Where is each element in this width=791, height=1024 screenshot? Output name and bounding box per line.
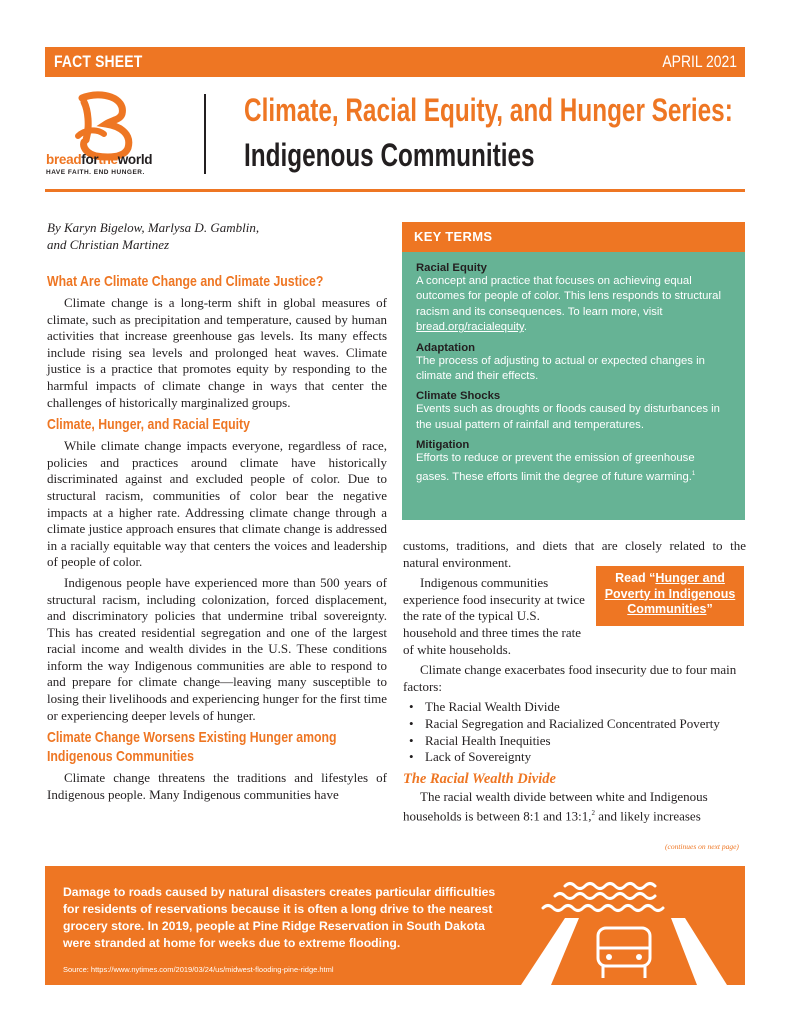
header-rule	[45, 189, 745, 192]
left-column	[47, 272, 387, 803]
fact-sheet-banner	[45, 47, 745, 77]
term-climate-shocks: Climate Shocks	[416, 390, 501, 403]
paragraph: Climate change threatens the traditions and lifestyles of Indigenous people. Many Indigenous communities have	[47, 770, 387, 802]
list-item: • Racial Health Inequities	[407, 733, 746, 750]
list-item: • Racial Segregation and Racialized Concentrated Poverty	[407, 716, 746, 733]
page-title-line2: Indigenous Communities	[244, 137, 535, 173]
heading-climate-hunger-equity: Climate, Hunger, and Racial Equity	[47, 416, 251, 434]
logo-wordmark: breadfortheworld	[46, 152, 153, 167]
definition: Events such as droughts or floods caused by disturbances in the usual pattern of rainfall and temperatures.	[416, 403, 720, 431]
page-title-line1: Climate, Racial Equity, and Hunger Series:	[244, 92, 733, 128]
definition: Efforts to reduce or prevent the emission of greenhouse gases. These efforts limit the degree of future warming.$^1$	[416, 452, 696, 483]
heading-climate-justice: What Are Climate Change and Climate Justice?	[47, 273, 324, 290]
paragraph: Indigenous people have experienced more than 500 years of structural racism, including colonization, forced displacement, and discriminatory policies that undermine tribal sovereignty. This has created residential segregation and one of the largest racial income and wealth divides in the U.S. These conditions inform the way Indigenous communities are able to respond to and prepare for climate change—leaving many susceptible to losing their livelihoods and experiencing hunger for the first time or experiencing deeper levels of hunger.	[47, 574, 387, 723]
factor-list	[407, 699, 746, 765]
read-more-callout[interactable]: Read “Hunger and Poverty in Indigenous Communities”	[596, 566, 744, 626]
paragraph: Climate change exacerbates food insecurity due to four main factors:	[403, 662, 737, 694]
list-item: • The Racial Wealth Divide	[407, 699, 746, 716]
heading-racial-wealth-divide: The Racial Wealth Divide	[403, 770, 556, 787]
heading-worsens-hunger: Climate Change Worsens Existing Hunger among	[47, 729, 337, 747]
definition: A concept and practice that focuses on achieving equal outcomes for people of color. This lens responds to structural racism and its consequences. To learn more, visit bread.org/racialequity.	[416, 275, 721, 334]
paragraph: Climate change is a long-term shift in global measures of climate, such as precipitation and temperature, caused by human activities that increase greenhouse gas levels. Its many effects include rising sea levels and prolonged heat waves. Climate justice is a practice that promotes equity by responding to the harmful impacts of climate change in ways that center the challenges of historically marginalized groups.	[47, 295, 387, 410]
definition: The process of adjusting to actual or expected changes in climate and their effects.	[416, 354, 705, 383]
flooded-road-car-icon	[503, 866, 745, 985]
authors: By Karyn Bigelow, Marlysa D. Gamblin, and Christian Martinez	[47, 220, 260, 252]
read-more-link[interactable]: Hunger and Poverty in Indigenous Communities	[604, 571, 736, 616]
flooding-callout	[45, 866, 745, 985]
term-adaptation: Adaptation	[416, 341, 475, 354]
callout-text: Damage to roads caused by natural disasters creates particular difficulties for residents of reservations because it is often a long drive to the nearest grocery store. In 2019, people at Pine Ridge Reservation in South Dakota were stranded at home for weeks due to extreme flooding.	[63, 885, 496, 950]
term-mitigation: Mitigation	[416, 439, 470, 452]
date-label: APRIL 2021	[662, 52, 737, 71]
logo-tagline: HAVE FAITH. END HUNGER.	[46, 169, 145, 176]
header-divider	[204, 94, 206, 174]
paragraph: Indigenous communities experience food insecurity at twice the rate of the typical U.S. household and three times the rate of white households.	[403, 575, 585, 657]
racial-equity-link[interactable]: bread.org/racialequity	[416, 321, 524, 334]
paragraph: customs, traditions, and diets that are closely related to the natural environment.	[403, 538, 746, 570]
fact-sheet-label: FACT SHEET	[54, 52, 143, 71]
paragraph: The racial wealth divide between white and Indigenous households is between 8:1 and 13:1,$^2$ and likely increases	[403, 788, 708, 824]
paragraph: While climate change impacts everyone, regardless of race, policies and practices around climate have historically discriminated against and excluded people of color. Due to structural racism, communities of color bear the negative impacts at a higher rate. Addressing climate change through a climate justice approach ensures that climate change is addressed in a racially equitable way that centers the voices and leadership of people of color.	[47, 438, 387, 570]
key-terms-box	[402, 252, 745, 520]
term-racial-equity: Racial Equity	[416, 262, 487, 274]
callout-source: Source: https://www.nytimes.com/2019/03/24/us/midwest-flooding-pine-ridge.html	[63, 965, 334, 974]
key-terms-header: KEY TERMS	[402, 222, 745, 252]
heading-worsens-hunger-cont: Indigenous Communities	[47, 748, 194, 766]
list-item: • Lack of Sovereignty	[407, 749, 746, 766]
continues-note: (continues on next page)	[665, 842, 739, 851]
